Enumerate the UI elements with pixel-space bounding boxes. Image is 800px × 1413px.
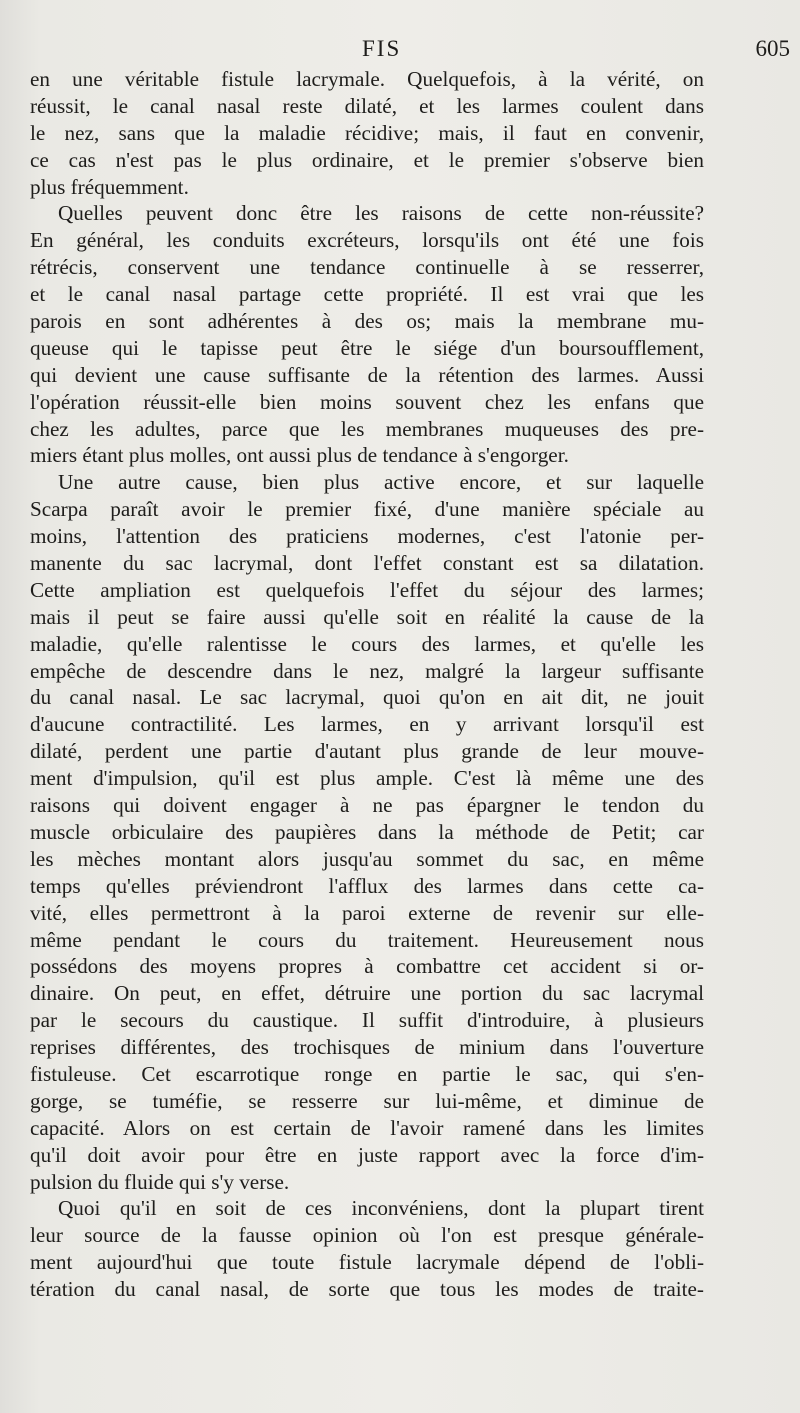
text-line: en une véritable fistule lacrymale. Quelquefois, à la vérité, on	[30, 67, 704, 91]
text-line: vité, elles permettront à la paroi externe de revenir sur elle-	[30, 900, 704, 925]
text-line: ce cas n'est pas le plus ordinaire, et le premier s'observe bien	[30, 147, 704, 172]
text-line: chez les adultes, parce que les membranes muqueuses des pre-	[30, 416, 704, 441]
text-line: moins, l'attention des praticiens modernes, c'est l'atonie per-	[30, 524, 704, 549]
text-line: Quoi qu'il en soit de ces inconvéniens, dont la plupart tirent	[58, 1196, 704, 1221]
text-line: muscle orbiculaire des paupières dans la méthode de Petit; car	[30, 819, 704, 844]
text-line: parois en sont adhérentes à des os; mais la membrane mu-	[30, 309, 704, 334]
text-line: ment d'impulsion, qu'il est plus ample. C'est là même une des	[30, 766, 704, 791]
text-line: dilaté, perdent une partie d'autant plus grande de leur mouve-	[30, 739, 704, 764]
text-line: et le canal nasal partage cette propriété. Il est vrai que les	[30, 282, 704, 307]
text-line: reprises différentes, des trochisques de minium dans l'ouverture	[30, 1035, 704, 1060]
text-line: l'opération réussit-elle bien moins souvent chez les enfans que	[30, 389, 704, 414]
text-line: manente du sac lacrymal, dont l'effet constant est sa dilatation.	[30, 551, 704, 576]
text-line: mais il peut se faire aussi qu'elle soit en réalité la cause de la	[30, 604, 704, 629]
body-text	[30, 66, 704, 1303]
running-title: FIS	[362, 36, 402, 61]
text-line: par le secours du caustique. Il suffit d'introduire, à plusieurs	[30, 1008, 704, 1033]
page-number: 605	[755, 36, 790, 61]
text-line: queuse qui le tapisse peut être le siége d'un boursoufflement,	[30, 335, 704, 360]
text-line: Cette ampliation est quelquefois l'effet du séjour des larmes;	[30, 577, 704, 602]
text-line: capacité. Alors on est certain de l'avoir ramené dans les limites	[30, 1115, 704, 1140]
text-line: les mèches montant alors jusqu'au sommet du sac, en même	[30, 846, 704, 871]
text-line: rétrécis, conservent une tendance continuelle à se resserrer,	[30, 255, 704, 280]
text-line: réussit, le canal nasal reste dilaté, et les larmes coulent dans	[30, 93, 704, 118]
text-line: Quelles peuvent donc être les raisons de cette non-réussite?	[58, 201, 704, 226]
text-line: ment aujourd'hui que toute fistule lacrymale dépend de l'obli-	[30, 1250, 704, 1275]
text-line: plus fréquemment.	[30, 174, 189, 199]
text-line: gorge, se tuméfie, se resserre sur lui-même, et diminue de	[30, 1088, 704, 1113]
text-line: raisons qui doivent engager à ne pas épargner le tendon du	[30, 793, 704, 818]
text-line: temps qu'elles préviendront l'afflux des larmes dans cette ca-	[30, 873, 704, 898]
text-line: du canal nasal. Le sac lacrymal, quoi qu'on en ait dit, ne jouit	[30, 685, 704, 710]
text-line: même pendant le cours du traitement. Heureusement nous	[30, 927, 704, 952]
text-line: le nez, sans que la maladie récidive; mais, il faut en convenir,	[30, 120, 704, 145]
text-line: En général, les conduits excréteurs, lorsqu'ils ont été une fois	[30, 228, 704, 253]
text-line: miers étant plus molles, ont aussi plus de tendance à s'engorger.	[30, 443, 569, 468]
text-line: Une autre cause, bien plus active encore, et sur laquelle	[58, 470, 704, 495]
running-header	[30, 36, 790, 70]
text-line: maladie, qu'elle ralentisse le cours des larmes, et qu'elle les	[30, 631, 704, 656]
text-line: dinaire. On peut, en effet, détruire une portion du sac lacrymal	[30, 981, 704, 1006]
text-line: leur source de la fausse opinion où l'on est presque générale-	[30, 1223, 704, 1248]
text-line: d'aucune contractilité. Les larmes, en y arrivant lorsqu'il est	[30, 712, 704, 737]
text-line: pulsion du fluide qui s'y verse.	[30, 1169, 290, 1194]
text-line: tération du canal nasal, de sorte que tous les modes de traite-	[30, 1277, 704, 1302]
text-line: Scarpa paraît avoir le premier fixé, d'une manière spéciale au	[30, 497, 704, 522]
text-line: qu'il doit avoir pour être en juste rapport avec la force d'im-	[30, 1142, 704, 1167]
text-line: empêche de descendre dans le nez, malgré la largeur suffisante	[30, 658, 704, 683]
text-line: fistuleuse. Cet escarrotique ronge en partie le sac, qui s'en-	[30, 1061, 704, 1086]
text-line: qui devient une cause suffisante de la rétention des larmes. Aussi	[30, 362, 704, 387]
text-line: possédons des moyens propres à combattre cet accident si or-	[30, 954, 704, 979]
